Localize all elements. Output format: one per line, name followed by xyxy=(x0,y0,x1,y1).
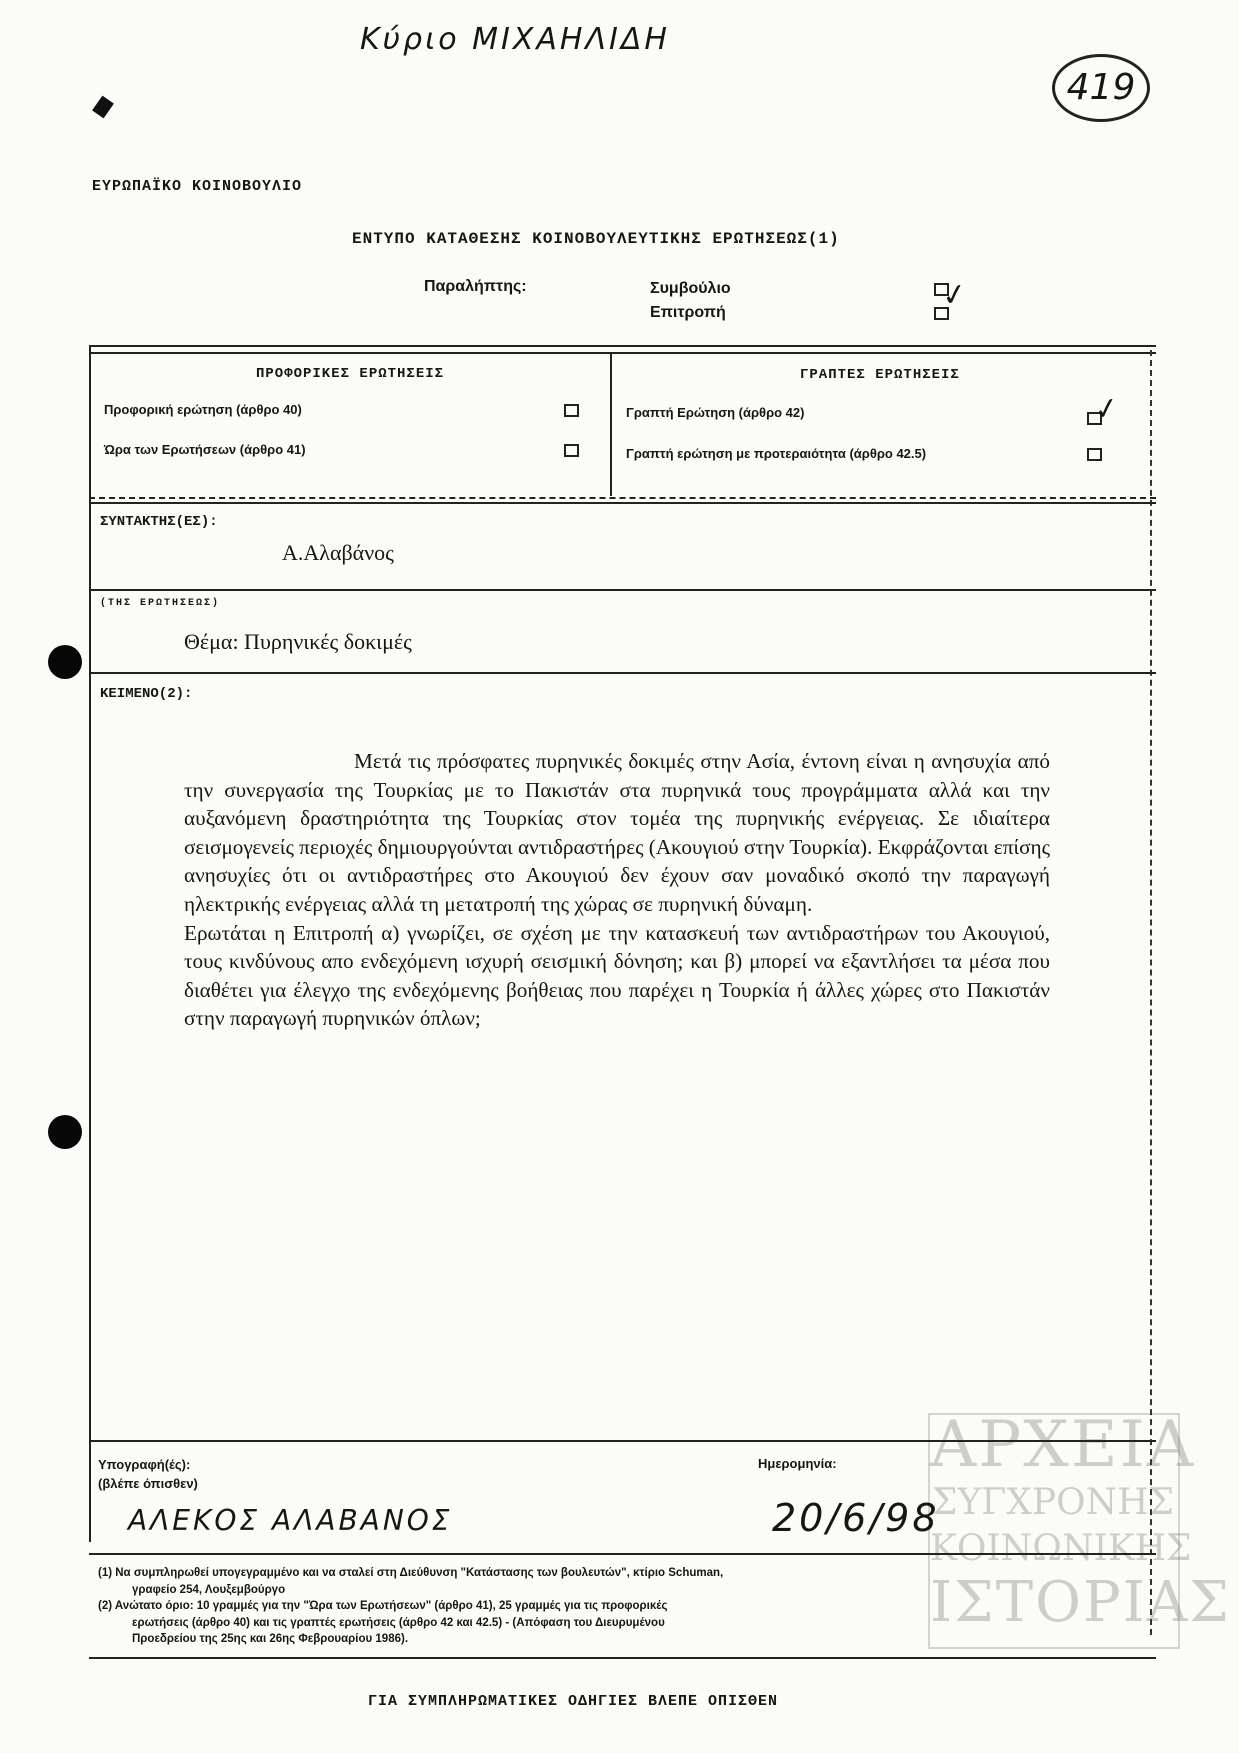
section-divider xyxy=(89,497,1156,499)
section-divider xyxy=(89,589,1156,591)
oral-question-checkbox[interactable] xyxy=(564,404,579,417)
text-label: ΚΕΙΜΕΝΟ(2): xyxy=(100,686,193,702)
frame-left-line xyxy=(89,345,91,1542)
section-divider xyxy=(89,1440,1156,1442)
frame-bottom-line xyxy=(89,1657,1156,1659)
priority-written-question-option: Γραπτή ερώτηση με προτεραιότητα (άρθρο 42.5) xyxy=(626,446,927,461)
section-divider xyxy=(89,502,1156,504)
punch-hole xyxy=(48,1115,82,1149)
footnote-line: (1) Να συμπληρωθεί υπογεγραμμένο και να σταλεί στη Διεύθυνση "Κατάστασης των βουλευτών", κτίριο Schuman, xyxy=(98,1567,724,1579)
scan-mark xyxy=(92,96,114,119)
subject-text: Θέμα: Πυρηνικές δοκιμές xyxy=(184,629,412,654)
watermark-line: ΚΟΙΝΩΝΙΚΗΣ xyxy=(930,1528,1192,1569)
frame-top-line-inner xyxy=(89,352,1156,354)
punch-hole xyxy=(48,645,82,679)
body-paragraph: Ερωτάται η Επιτροπή α) γνωρίζει, σε σχέση με την κατασκευή των αντιδραστήρων του Ακουγιού, τους κινδύνους απο ενδεχόμενη ισχυρή σεισμική δόνηση; και β) μπορεί να εξαντλήσει τα μέσα που διαθέτει για έλεγχο της ενδεχόμενης βοήθειας που παρέχει η Τουρκία ή άλλες χώρες στο Πακιστάν στην παραγωγή πυρηνικών όπλων; xyxy=(184,920,1050,1031)
priority-written-question-checkbox[interactable] xyxy=(1087,448,1102,461)
check-mark-icon: ✓ xyxy=(939,276,970,315)
stamp-number: 419 xyxy=(1052,54,1150,122)
recipient-council-label: Συμβούλιο xyxy=(650,280,731,297)
footnote-line: (2) Ανώτατο όριο: 10 γραμμές για την "Ώρα των Ερωτήσεων" (άρθρο 41), 25 γραμμές για τις προφορικές xyxy=(98,1600,668,1612)
footnote-line: Προεδρείου της 25ης και 26ης Φεβρουαρίου 1986). xyxy=(132,1633,409,1645)
author-name: Α.Αλαβάνος xyxy=(282,540,394,565)
signature-sublabel: (βλέπε όπισθεν) xyxy=(98,1476,198,1491)
written-question-option: Γραπτή Ερώτηση (άρθρο 42) xyxy=(626,405,805,420)
footnotes xyxy=(98,1565,1098,1648)
handwritten-signature: ΑΛΕΚΟΣ ΑΛΑΒΑΝΟΣ xyxy=(128,1504,453,1537)
watermark-line: ΙΣΤΟΡΙΑΣ xyxy=(930,1570,1231,1635)
handwritten-date: 20/6/98 xyxy=(772,1496,940,1540)
watermark-line: ΣΥΓΧΡΟΝΗΣ xyxy=(932,1482,1174,1523)
handwritten-addressee: Κύριο ΜΙΧΑΗΛΙΔΗ xyxy=(360,22,670,57)
section-divider xyxy=(89,672,1156,674)
organization-name: ΕΥΡΩΠΑΪΚΟ ΚΟΙΝΟΒΟΥΛΙΟ xyxy=(92,178,303,195)
oral-questions-heading: ΠΡΟΦΟΡΙΚΕΣ ΕΡΩΤΗΣΕΙΣ xyxy=(256,366,445,382)
footer-instructions: ΓΙΑ ΣΥΜΠΛΗΡΩΜΑΤΙΚΕΣ ΟΔΗΓΙΕΣ ΒΛΕΠΕ ΟΠΙΣΘΕΝ xyxy=(368,1693,779,1710)
check-mark-icon: ✓ xyxy=(1091,390,1122,429)
section-divider xyxy=(89,1553,1156,1555)
frame-right-line xyxy=(1150,350,1152,1635)
question-body xyxy=(184,747,1050,1033)
signature-label-text: Υπογραφή(ές): xyxy=(98,1457,191,1472)
author-label: ΣΥΝΤΑΚΤΗΣ(ΕΣ): xyxy=(100,514,218,530)
written-questions-heading: ΓΡΑΠΤΕΣ ΕΡΩΤΗΣΕΙΣ xyxy=(800,367,960,383)
recipient-commission-label: Επιτροπή xyxy=(650,304,726,321)
date-label: Ημερομηνία: xyxy=(758,1456,837,1471)
footnote-line: ερωτήσεις (άρθρο 40) και τις γραπτές ερωτήσεις (άρθρο 42 και 42.5) - (Απόφαση του Διευρυμένου xyxy=(132,1616,665,1629)
subject-label-fragment: (ΤΗΣ ΕΡΩΤΗΣΕΩΣ) xyxy=(100,598,221,609)
body-paragraph: Μετά τις πρόσφατες πυρηνικές δοκιμές στην Ασία, έντονη είναι η ανησυχία από την συνεργασία της Τουρκίας με το Πακιστάν στα πυρηνικά τους προγράμματα αλλά και την αυξανόμενη δραστηριότητα της Τουρκίας στον τομέα της πυρηνικής ενέργειας. Σε ιδιαίτερα σεισμογενείς περιοχές δημιουργούνται αντιδραστήρες (Ακουγιού στην Τουρκία). Εκφράζονται επίσης ανησυχίες ότι οι αντιδραστήρες στο Ακουγιού δεν έχουν σαν μοναδικό σκοπό την παραγωγή ηλεκτρικής ενέργειας αλλά τη μετατροπή της χώρας σε πυρηνική δύναμη. xyxy=(184,749,1050,916)
form-title: ΕΝΤΥΠΟ ΚΑΤΑΘΕΣΗΣ ΚΟΙΝΟΒΟΥΛΕΥΤΙΚΗΣ ΕΡΩΤΗΣΕΩΣ(1) xyxy=(352,230,840,248)
recipient-label: Παραλήπτης: xyxy=(424,278,527,295)
oral-question-option: Προφορική ερώτηση (άρθρο 40) xyxy=(104,402,302,417)
frame-top-line xyxy=(89,345,1156,347)
footnote-line: γραφείο 254, Λουξεμβούργο xyxy=(132,1583,286,1596)
watermark-line: ΑΡΧΕΙΑ xyxy=(930,1408,1196,1482)
question-time-option: Ώρα των Ερωτήσεων (άρθρο 41) xyxy=(104,442,306,457)
signature-label xyxy=(98,1455,198,1493)
question-time-checkbox[interactable] xyxy=(564,444,579,457)
column-divider xyxy=(610,352,612,496)
